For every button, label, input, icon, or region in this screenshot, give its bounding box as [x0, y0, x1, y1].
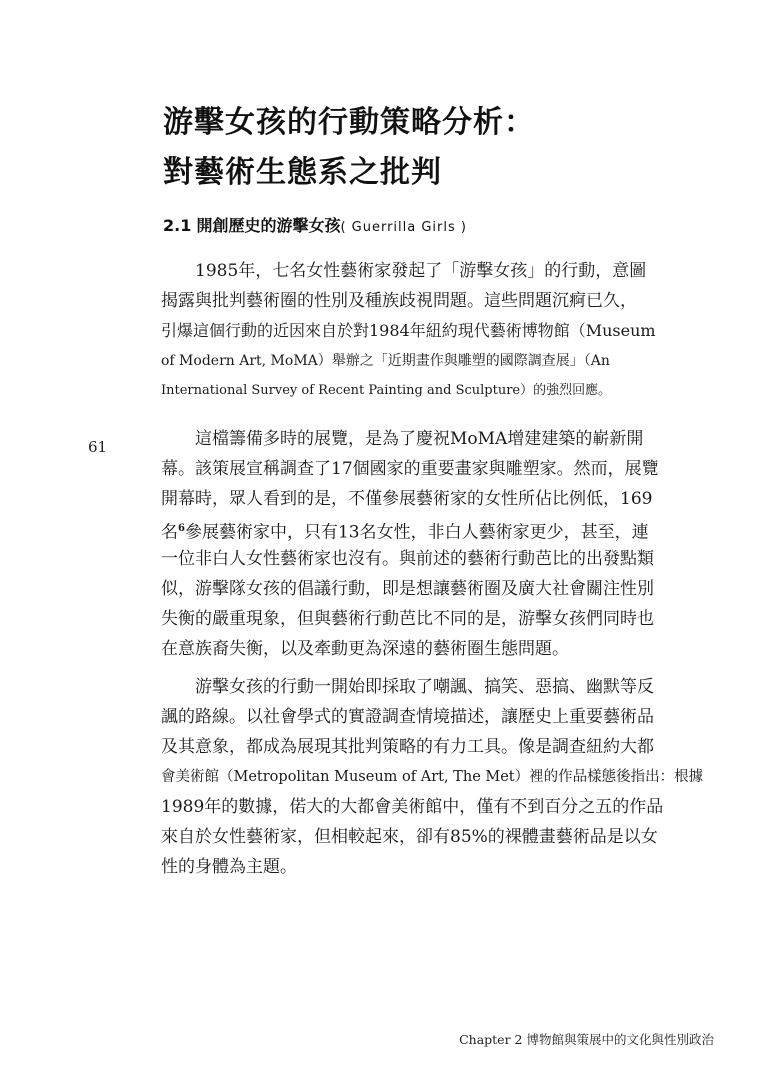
paragraph-line: 幕。該策展宣稱調查了17個國家的重要畫家與雕塑家。然而，展覽 [161, 459, 659, 479]
line-rest: 參展藝術家中，只有13名女性，非白人藝術家更少，甚至，連 [184, 522, 649, 543]
paragraph-2 [161, 424, 721, 664]
footnote-marker[interactable]: 6 [178, 523, 185, 534]
paragraph-line-with-footnote [161, 514, 721, 544]
paragraph-line: of Modern Art, MoMA）舉辦之「近期畫作與雕塑的國際調查展」（An [161, 353, 610, 369]
paragraph-line: 一位非白人女性藝術家也沒有。與前述的藝術行動芭比的出發點類 [161, 549, 654, 569]
paragraph-line: 游擊女孩的行動一開始即採取了嘲諷、搞笑、惡搞、幽默等反 [161, 677, 654, 697]
paragraph-line: 及其意象，都成為展現其批判策略的有力工具。像是調查紐約大都 [161, 737, 654, 757]
paragraph-line: 來自於女性藝術家，但相較起來，卻有85%的裸體畫藝術品是以女 [161, 827, 658, 847]
section-title-en: ( Guerrilla Girls ) [340, 220, 467, 235]
page-number: 61 [88, 438, 108, 456]
paragraph-line: 似，游擊隊女孩的倡議行動，即是想讓藝術圈及廣大社會關注性別 [161, 579, 654, 599]
paragraph-line: 1985年，七名女性藝術家發起了「游擊女孩」的行動，意圖 [161, 261, 647, 281]
paragraph-line: International Survey of Recent Painting and Sculpture）的強烈回應。 [161, 383, 612, 398]
paragraph-line: 開幕時，眾人看到的是，不僅參展藝術家的女性所佔比例低，169 [161, 489, 653, 509]
paragraph-line: 在意族裔失衡，以及牽動更為深遠的藝術圈生態問題。 [161, 639, 569, 659]
section-title-zh: 開創歷史的游擊女孩 [196, 216, 341, 235]
paragraph-3 [161, 672, 721, 882]
paragraph-line: 這檔籌備多時的展覽，是為了慶祝MoMA增建建築的嶄新開 [161, 429, 644, 449]
section-heading [163, 214, 723, 240]
paragraph-line: 失衡的嚴重現象，但與藝術行動芭比不同的是，游擊女孩們同時也 [161, 609, 654, 629]
paragraph-line: 性的身體為主題。 [161, 857, 297, 877]
paragraph-line: 引爆這個行動的近因來自於對1984年紐約現代藝術博物館（Museum [161, 321, 656, 340]
footer-title: 博物館與策展中的文化與性別政治 [526, 1032, 714, 1047]
paragraph-1 [161, 256, 721, 406]
running-footer [459, 1030, 714, 1048]
title-line-1: 游擊女孩的行動策略分析： [163, 105, 535, 140]
page-title [163, 98, 723, 198]
paragraph-line: 揭露與批判藝術圈的性別及種族歧視問題。這些問題沉痾已久， [161, 291, 637, 311]
paragraph-line: 1989年的數據，偌大的大都會美術館中，僅有不到百分之五的作品 [161, 797, 664, 817]
paragraph-line: 諷的路線。以社會學式的實證調查情境描述，讓歷史上重要藝術品 [161, 707, 654, 727]
line-prefix: 名 [161, 522, 178, 543]
footer-chapter: Chapter 2 [459, 1032, 523, 1047]
title-line-2: 對藝術生態系之批判 [163, 155, 442, 190]
section-number: 2.1 [163, 216, 192, 235]
paragraph-line: 會美術館（Metropolitan Museum of Art, The Met）裡的作品樣態後指出：根據 [161, 769, 704, 785]
